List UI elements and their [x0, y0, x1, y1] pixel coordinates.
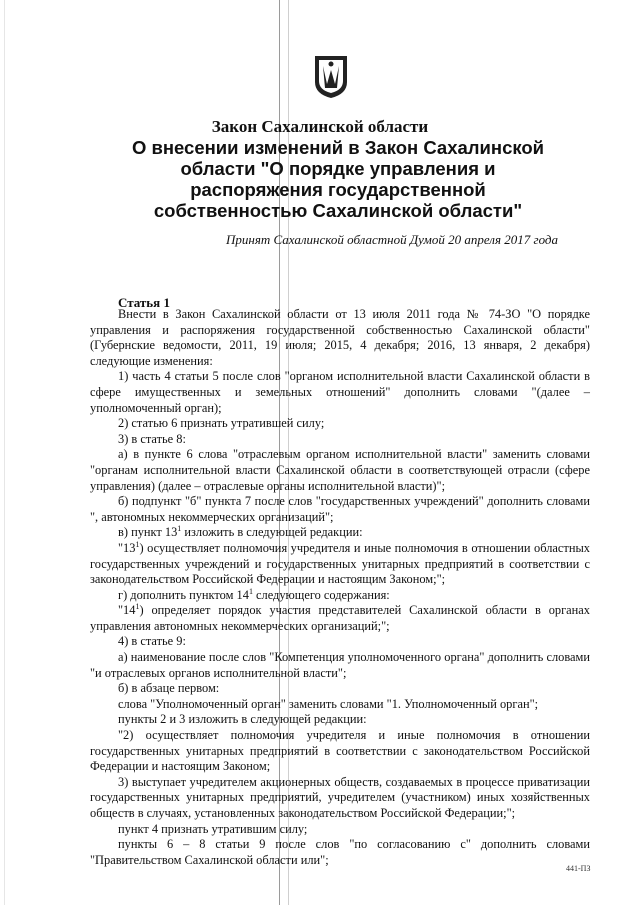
body-paragraph: пункт 4 признать утратившим силу;	[118, 821, 308, 836]
body-paragraph: 3) в статье 8:	[118, 431, 186, 446]
body-paragraph: пункты 6 – 8 статьи 9 после слов "по согласованию с" дополнить словами "Правительством Сахалинской области или";	[90, 837, 590, 867]
superscript-index: 1	[135, 539, 140, 549]
document-body	[90, 307, 590, 868]
body-paragraph: 2) статью 6 признать утратившей силу;	[118, 416, 325, 431]
law-title: О внесении изменений в Закон Сахалинской области "О порядке управления и распоряжения государственной собственностью Сахалинской области"	[131, 137, 545, 221]
body-paragraph: б) подпункт "б" пункта 7 после слов "государственных учреждений" дополнить словами ", автономных некоммерческих организаций";	[90, 494, 590, 524]
body-paragraph: а) в пункте 6 слова "отраслевым органом исполнительной власти" заменить словами "органам исполнительной власти Сахалинской области в соответствующей отрасли (сфере управления) (далее – отраслевые органы исполнительной власти)";	[90, 447, 590, 493]
paragraph-text: "14	[118, 603, 136, 618]
superscript-index: 1	[135, 602, 140, 612]
superscript-index: 1	[177, 524, 182, 534]
body-paragraph	[90, 603, 590, 634]
body-paragraph	[90, 588, 590, 604]
paragraph-text: "13	[118, 540, 136, 555]
body-paragraph: б) в абзаце первом:	[118, 681, 220, 696]
body-paragraph: пункты 2 и 3 изложить в следующей редакции:	[118, 712, 367, 727]
body-paragraph: "2) осуществляет полномочия учредителя и иные полномочия в отношении государственных унитарных предприятий в соответствии с законодательством Российской Федерации и настоящим Законом;	[90, 728, 590, 774]
superscript-index: 1	[248, 586, 253, 596]
article-heading: Статья 1	[118, 295, 170, 310]
body-paragraph: 4) в статье 9:	[118, 634, 186, 649]
body-paragraph	[90, 541, 590, 588]
body-paragraph: слова "Уполномоченный орган" заменить словами "1. Уполномоченный орган";	[118, 696, 539, 711]
sakhalin-coat-of-arms-icon	[313, 54, 349, 100]
paragraph-text: ) осуществляет полномочия учредителя и иные полномочия в отношении областных государственных учреждений и государственных унитарных предприятий в соответствии с законодательством Российской Федерации и настоящим Законом;";	[90, 540, 590, 587]
paragraph-text: г) дополнить пунктом 14	[118, 587, 249, 602]
body-paragraph	[90, 525, 590, 541]
paragraph-text: в) пункт 13	[118, 525, 178, 540]
paragraph-text: ) определяет порядок участия представителей Сахалинской области в органах управления автономных некоммерческих организаций;";	[90, 603, 590, 633]
adoption-note: Принят Сахалинской областной Думой 20 апреля 2017 года	[226, 232, 558, 247]
paragraph-text: изложить в следующей редакции:	[181, 525, 363, 540]
paragraph-text: следующего содержания:	[252, 587, 390, 602]
law-heading: Закон Сахалинской области	[211, 117, 429, 136]
body-paragraph: 1) часть 4 статьи 5 после слов "органом исполнительной власти Сахалинской области в сфере имущественных и земельных отношений" дополнить словами "(далее – уполномоченный орган);	[90, 369, 590, 415]
page-code: 441-ПЗ	[566, 864, 591, 873]
body-paragraph: Внести в Закон Сахалинской области от 13 июля 2011 года № 74-ЗО "О порядке управления и распоряжения государственной собственностью Сахалинской области" (Губернские ведомости, 2011, 19 июля; 2015, 4 декабря; 2016, 13 января, 2 декабря) следующие изменения:	[90, 307, 590, 368]
body-paragraph: а) наименование после слов "Компетенция уполномоченного органа" дополнить словами "и отраслевых органов исполнительной власти";	[90, 650, 590, 680]
body-paragraph: 3) выступает учредителем акционерных обществ, создаваемых в процессе приватизации государственных унитарных предприятий, учредителем (участником) иных хозяйственных обществ в случаях, установленных законодательством Российской Федерации;";	[90, 774, 590, 820]
